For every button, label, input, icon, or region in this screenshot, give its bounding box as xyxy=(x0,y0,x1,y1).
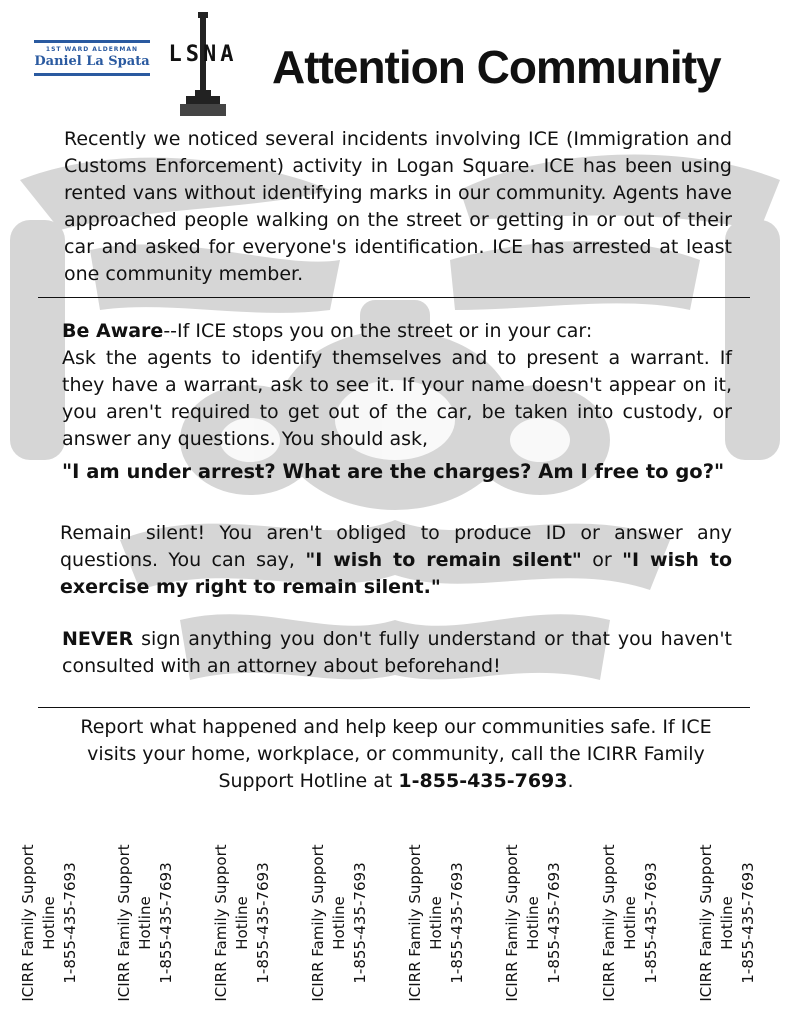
tab-phone: 1-855-435-7693 xyxy=(254,862,272,984)
tab-phone: 1-855-435-7693 xyxy=(61,862,79,984)
never-sign-paragraph xyxy=(62,626,732,680)
tab-org: ICIRR Family Support xyxy=(503,844,521,1002)
tab-org: ICIRR Family Support xyxy=(19,844,37,1002)
be-aware-body: Ask the agents to identify themselves and to present a warrant. If they have a warrant, ask to see it. If your name doesn't appear on it, you aren't required to get out of the car, be taken into custody, or answer any questions. You should ask, xyxy=(62,347,732,450)
tab-phone: 1-855-435-7693 xyxy=(642,862,660,984)
alderman-ward: 1ST WARD ALDERMAN xyxy=(45,46,139,53)
tear-off-tab[interactable] xyxy=(502,838,572,1008)
report-paragraph xyxy=(60,714,732,795)
tear-off-tab[interactable] xyxy=(114,838,184,1008)
tab-hotline: Hotline xyxy=(330,896,348,950)
divider xyxy=(38,707,750,708)
tear-off-tabs xyxy=(18,838,778,1018)
tab-hotline: Hotline xyxy=(621,896,639,950)
tab-phone: 1-855-435-7693 xyxy=(545,862,563,984)
tab-org: ICIRR Family Support xyxy=(600,844,618,1002)
silent-quote-2: "I wish to exercise my right to remain silent." xyxy=(60,549,733,598)
tab-org: ICIRR Family Support xyxy=(406,844,424,1002)
never-label: NEVER xyxy=(62,628,134,650)
silent-quote-1: "I wish to remain silent" xyxy=(305,549,582,571)
hotline-number: 1-855-435-7693 xyxy=(398,770,568,792)
lsna-letters: LSNA xyxy=(168,42,238,67)
tab-phone: 1-855-435-7693 xyxy=(448,862,466,984)
tear-off-tab[interactable] xyxy=(18,838,88,1008)
be-aware-label: Be Aware xyxy=(62,320,164,342)
tab-hotline: Hotline xyxy=(427,896,445,950)
remain-silent-paragraph xyxy=(60,520,732,601)
tab-org: ICIRR Family Support xyxy=(115,844,133,1002)
page-title: Attention Community xyxy=(272,41,721,93)
tear-off-tab[interactable] xyxy=(696,838,766,1008)
silent-text: Remain silent! You aren't obliged to produce ID or answer any questions. You can say, xyxy=(60,522,732,571)
logo-rule xyxy=(34,40,150,43)
divider xyxy=(38,297,750,298)
tab-hotline: Hotline xyxy=(233,896,251,950)
tear-off-tab[interactable] xyxy=(405,838,475,1008)
alderman-logo xyxy=(30,40,154,90)
tab-hotline: Hotline xyxy=(718,896,736,950)
lsna-logo xyxy=(162,10,244,120)
tab-hotline: Hotline xyxy=(40,896,58,950)
tear-off-tab[interactable] xyxy=(599,838,669,1008)
logo-rule xyxy=(34,73,150,76)
be-aware-lead: --If ICE stops you on the street or in your car: xyxy=(163,320,593,342)
tab-hotline: Hotline xyxy=(136,896,154,950)
tab-org: ICIRR Family Support xyxy=(309,844,327,1002)
tear-off-tab[interactable] xyxy=(308,838,378,1008)
never-text: sign anything you don't fully understand or that you haven't consulted with an attorney about beforehand! xyxy=(62,628,732,677)
silent-or: or xyxy=(581,549,623,571)
tab-phone: 1-855-435-7693 xyxy=(351,862,369,984)
arrest-question: "I am under arrest? What are the charges? Am I free to go?" xyxy=(62,460,725,483)
report-text: Report what happened and help keep our communities safe. If ICE visits your home, workplace, or community, call the ICIRR Family Support Hotline at xyxy=(80,716,712,792)
tab-org: ICIRR Family Support xyxy=(212,844,230,1002)
intro-paragraph: Recently we noticed several incidents involving ICE (Immigration and Customs Enforcement) activity in Logan Square. ICE has been using rented vans without identifying marks in our community. Agents have approached people walking on the street or getting in or out of their car and asked for everyone's identification. ICE has arrested at least one community member. xyxy=(64,128,732,285)
report-end: . xyxy=(567,770,574,792)
tab-hotline: Hotline xyxy=(524,896,542,950)
tab-phone: 1-855-435-7693 xyxy=(739,862,757,984)
tear-off-tab[interactable] xyxy=(211,838,281,1008)
tab-org: ICIRR Family Support xyxy=(697,844,715,1002)
alderman-name: Daniel La Spata xyxy=(34,54,150,69)
tab-phone: 1-855-435-7693 xyxy=(157,862,175,984)
be-aware-section xyxy=(62,318,732,485)
